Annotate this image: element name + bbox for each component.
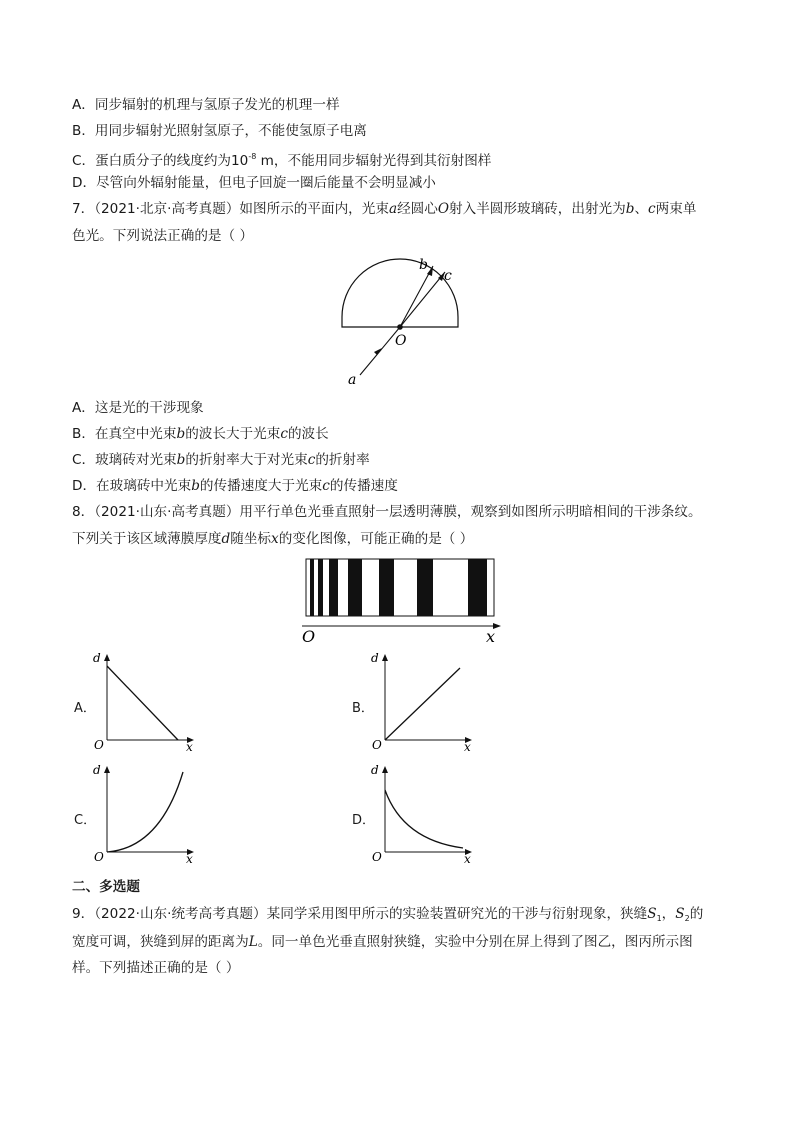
dark-fringe [348, 559, 362, 616]
q8-option-d-label: D． [352, 813, 376, 828]
q6-option-d: D．尽管向外辐射能量，但电子回旋一圈后能量不会明显减小 [72, 175, 436, 191]
q8-option-c-label: C． [74, 813, 97, 828]
origin-label: O [94, 850, 104, 864]
opt-text: C．玻璃砖对光束 [72, 452, 177, 468]
q6-option-a: A．同步辐射的机理与氢原子发光的机理一样 [72, 97, 340, 113]
origin-label: O [372, 738, 382, 752]
q9-slit-subscript-2: 2 [684, 914, 690, 923]
q8-stem-line1: 8．（2021·山东·高考真题）用平行单色光垂直照射一层透明薄膜，观察到如图所示明暗相间的干涉条纹。 [72, 504, 702, 520]
q6-option-c [72, 147, 491, 171]
opt-var-c: c [280, 426, 288, 442]
q7-var-b: b [625, 201, 635, 217]
q8-stem-part: 的变化图像，可能正确的是（ ） [278, 531, 474, 547]
q7-stem-line1 [72, 199, 696, 219]
x-label: x [464, 852, 471, 865]
q8-option-a-label: A． [74, 701, 96, 716]
curve-linear-decreasing [107, 666, 178, 740]
q8-stem-part: 随坐标 [230, 531, 272, 547]
q9-stem-line3: 样。下列描述正确的是（ ） [72, 960, 240, 976]
q6-option-c-rest: m，不能用同步辐射光得到其衍射图样 [260, 153, 492, 169]
ray-b [400, 266, 433, 327]
q6-option-c-base: 10 [231, 153, 249, 169]
opt-text: 的波长大于光束 [185, 426, 281, 442]
q7-var-c: c [648, 201, 656, 217]
opt-text: B．在真空中光束 [72, 426, 177, 442]
x-label: x [464, 740, 471, 753]
opt-text: 的折射率 [315, 452, 370, 468]
center-point-o [397, 324, 403, 330]
q7-stem-part: 两束单 [655, 201, 697, 217]
ray-c [400, 272, 445, 327]
curve-accelerating-increase [107, 772, 183, 852]
dark-fringe [310, 559, 314, 616]
q9-slit-s: S [675, 906, 685, 922]
q7-var-a: a [388, 201, 398, 217]
q8-stem-part: 下列关于该区域薄膜厚度 [72, 531, 222, 547]
q7-option-b [72, 424, 329, 444]
q9-stem-line1 [72, 904, 703, 929]
q9-sep: ， [661, 906, 676, 922]
graph-b [368, 648, 478, 753]
q7-glass-figure [330, 252, 475, 392]
q6-option-b: B．用同步辐射光照射氢原子，不能使氢原子电离 [72, 123, 367, 139]
q9-stem-line2 [72, 932, 693, 952]
q8-stem-line2 [72, 529, 473, 549]
d-axis-arrow [382, 766, 388, 773]
section-title-multiple-choice: 二、多选题 [72, 879, 140, 895]
q7-stem-part: 经圆心 [397, 201, 438, 217]
dark-fringe [329, 559, 338, 616]
q7-stem-line2: 色光。下列说法正确的是（ ） [72, 228, 254, 244]
opt-var-c: c [322, 478, 330, 494]
dark-fringe [318, 559, 323, 616]
q8-var-x: x [271, 531, 279, 547]
opt-var-b: b [191, 478, 200, 494]
x-label: x [186, 852, 193, 865]
ray-a [360, 327, 400, 375]
x-label: x [186, 740, 193, 753]
opt-text: 的传播速度大于光束 [199, 478, 323, 494]
q7-option-d [72, 476, 398, 496]
q6-option-c-text: C．蛋白质分子的线度约为 [72, 153, 232, 169]
d-axis-arrow [104, 766, 110, 773]
q9-var-l: L [248, 934, 258, 950]
q7-option-c [72, 450, 370, 470]
q7-option-a: A．这是光的干涉现象 [72, 400, 204, 416]
graph-a [90, 648, 200, 753]
label-b: b [419, 257, 428, 273]
q9-stem-part: 的 [689, 906, 704, 922]
q7-sep: 、 [634, 201, 649, 217]
origin-label: O [94, 738, 104, 752]
q7-stem-part: 射入半圆形玻璃砖，出射光为 [449, 201, 626, 217]
q9-stem-part: 9．（2022·山东·统考高考真题）某同学采用图甲所示的实验装置研究光的干涉与衍射现象，狭缝 [72, 906, 648, 922]
d-axis-arrow [104, 654, 110, 661]
d-label: d [93, 763, 101, 777]
opt-var-b: b [176, 426, 186, 442]
dark-fringe [379, 559, 394, 616]
graph-c [90, 760, 200, 865]
interference-fringes-figure [298, 555, 508, 645]
origin-label: O [372, 850, 382, 864]
q9-slit-s: S [647, 906, 657, 922]
d-label: d [371, 651, 379, 665]
curve-linear-increasing [385, 668, 460, 740]
label-o: O [395, 333, 407, 349]
semicircle-glass-block [342, 259, 458, 327]
opt-var-b: b [176, 452, 186, 468]
q8-var-d: d [221, 531, 231, 547]
opt-text: 的折射率大于对光束 [185, 452, 308, 468]
label-c: c [444, 268, 452, 284]
d-axis-arrow [382, 654, 388, 661]
label-a: a [348, 372, 357, 388]
opt-text: 的传播速度 [329, 478, 398, 494]
curve-decaying [385, 790, 463, 848]
dark-fringe [468, 559, 487, 616]
opt-text: 的波长 [287, 426, 329, 442]
d-label: d [371, 763, 379, 777]
opt-text: D．在玻璃砖中光束 [72, 478, 192, 494]
q7-var-o: O [437, 201, 450, 217]
q8-option-b-label: B． [352, 701, 374, 716]
q9-stem-part: 。同一单色光垂直照射狭缝，实验中分别在屏上得到了图乙，图丙所示图 [257, 934, 693, 950]
d-label: d [93, 651, 101, 665]
q9-slit-subscript-1: 1 [656, 914, 662, 923]
opt-var-c: c [307, 452, 316, 468]
q9-stem-part: 宽度可调，狭缝到屏的距离为 [72, 934, 249, 950]
dark-fringe [417, 559, 433, 616]
q7-stem-part: 7．（2021·北京·高考真题）如图所示的平面内，光束 [72, 201, 389, 217]
graph-d [368, 760, 478, 865]
origin-label: O [302, 627, 316, 645]
q6-option-c-exponent: -8 [248, 152, 257, 161]
x-label: x [486, 627, 496, 645]
